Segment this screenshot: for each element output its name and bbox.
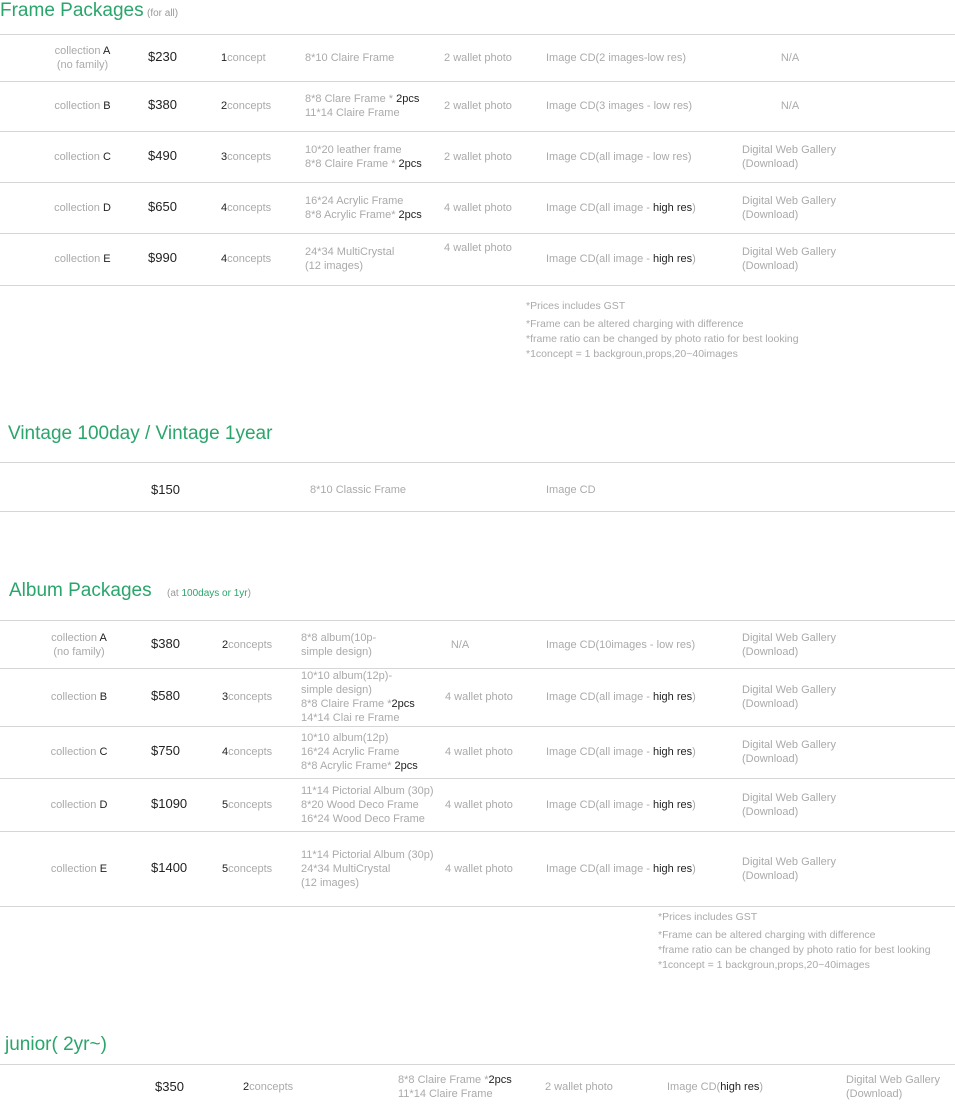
frame-line-text: 16*24 Wood Deco Frame [301, 812, 425, 825]
vintage-price: $150 [151, 482, 180, 497]
concept-count: 2 [221, 100, 228, 112]
image-cd [546, 638, 695, 652]
wallet-photo: 2 wallet photo [444, 100, 512, 112]
cd-text: Image CD(2 images-low res) [546, 52, 686, 64]
frame-line-text: 8*8 Claire Frame * [398, 1074, 489, 1086]
note-concept: *1concept = 1 backgroun,props,20~40images [526, 348, 738, 360]
frame-line [301, 669, 415, 683]
divider [0, 778, 955, 779]
collection-label [40, 44, 125, 72]
web-gallery [742, 194, 836, 222]
frame-line [301, 876, 433, 890]
concept-count: 2 [243, 1081, 250, 1093]
frame-line-text: 11*14 Claire Frame [398, 1088, 493, 1100]
package-price: $1090 [151, 795, 188, 811]
collection-letter: E [103, 253, 111, 265]
cd-high-res: high res [652, 746, 693, 758]
cd-text: Image CD(all image - [546, 691, 653, 703]
frame-line [305, 208, 422, 222]
frame-line-text: 24*34 MultiCrystal [305, 246, 395, 258]
frame-line-text: 10*10 album(12p)- [301, 670, 393, 682]
collection-label [40, 862, 118, 876]
collection-name [40, 150, 125, 164]
gallery-label: Digital Web Gallery [742, 791, 836, 804]
wallet-photo: 4 wallet photo [445, 798, 513, 811]
cd-text: Image CD(all image - low res) [546, 150, 692, 163]
divider [0, 1064, 955, 1065]
frame-line-text: (12 images) [301, 876, 360, 889]
wallet-photo: 4 wallet photo [445, 691, 513, 703]
collection-name [40, 631, 118, 645]
gallery-label: Digital Web Gallery [742, 631, 836, 644]
collection-letter: D [102, 201, 111, 214]
gallery-download: (Download) [742, 208, 799, 221]
divider [0, 906, 955, 907]
package-price: $490 [148, 147, 177, 163]
note-gst: *Prices includes GST [658, 911, 758, 923]
web-gallery [742, 855, 836, 883]
gallery-download: (Download) [742, 869, 799, 882]
package-frames [301, 784, 433, 826]
cd-high-res: high res [652, 862, 693, 875]
junior-concepts [243, 1080, 293, 1094]
concept-count: 5 [222, 798, 229, 811]
frame-line [301, 848, 433, 862]
frame-line-text: (12 images) [305, 260, 364, 272]
package-concepts [222, 690, 272, 704]
gallery-download: (Download) [846, 1088, 903, 1100]
gallery-label: Digital Web Gallery [742, 739, 836, 751]
junior-frame [398, 1073, 512, 1101]
cd-high-res: high res [720, 1081, 760, 1093]
concept-word: concepts [227, 253, 272, 265]
cd-text: Image CD(10images - low res) [546, 638, 696, 651]
collection-word: collection [54, 45, 101, 57]
concept-word: concepts [228, 746, 273, 758]
collection-label [40, 798, 118, 812]
frame-line [305, 51, 394, 65]
collection-label [40, 201, 125, 215]
frame-line-text: 11*14 Claire Frame [305, 107, 400, 119]
collection-word: collection [54, 201, 100, 214]
web-gallery [742, 245, 836, 273]
package-price: $380 [148, 97, 177, 112]
cd-text: Image CD(all image - [546, 253, 653, 265]
frame-line-text: 8*8 Acrylic Frame* [305, 208, 399, 221]
vintage-cd: Image CD [546, 484, 596, 496]
gallery-download: (Download) [742, 260, 799, 272]
cd-high-res: high res [652, 201, 693, 214]
concept-word: concepts [249, 1081, 294, 1093]
frame-line-qty: 2pcs [396, 93, 420, 105]
collection-label [40, 252, 125, 266]
image-cd [546, 201, 696, 215]
collection-word: collection [51, 631, 98, 644]
concept-count: 1 [221, 52, 228, 64]
collection-label [40, 690, 118, 704]
collection-name [40, 690, 118, 704]
divider [0, 462, 955, 463]
subtitle-close: ) [247, 588, 251, 599]
cd-text-end: ) [692, 691, 696, 703]
image-cd [546, 862, 696, 876]
image-cd [546, 252, 696, 266]
junior-gallery [846, 1073, 940, 1101]
frame-line [301, 711, 415, 725]
gallery-label: Digital Web Gallery [846, 1074, 940, 1086]
frame-packages-subtitle: (for all) [147, 8, 179, 19]
frame-line [301, 631, 376, 645]
collection-name [40, 862, 118, 876]
concept-word: concepts [228, 691, 273, 703]
collection-label [40, 631, 118, 659]
package-price: $990 [148, 250, 177, 265]
cd-text: Image CD(all image - [546, 862, 653, 875]
concept-word: concept [227, 52, 266, 64]
concept-count: 4 [222, 746, 229, 758]
frame-line-text: 14*14 Clai re Frame [301, 712, 400, 724]
web-gallery [742, 143, 836, 171]
frame-line [305, 92, 419, 106]
concept-count: 3 [221, 150, 228, 163]
wallet-photo: 2 wallet photo [444, 150, 512, 163]
wallet-photo: 4 wallet photo [445, 862, 513, 875]
image-cd [546, 150, 691, 164]
package-frames [305, 143, 422, 171]
cd-text: Image CD(3 images - low res) [546, 100, 693, 112]
frame-line [301, 645, 376, 659]
web-gallery: N/A [780, 52, 800, 64]
frame-line [301, 745, 418, 759]
concept-word: concepts [227, 201, 272, 214]
gallery-label: Digital Web Gallery [742, 194, 836, 207]
divider [0, 81, 955, 82]
concept-word: concepts [227, 100, 272, 112]
cd-text: Image CD(all image - [546, 798, 653, 811]
frame-line-text: 10*10 album(12p) [301, 732, 389, 744]
collection-label [40, 745, 118, 759]
divider [0, 668, 955, 669]
frame-line [305, 194, 422, 208]
frame-line-text: 8*20 Wood Deco Frame [301, 798, 419, 811]
frame-line-text: 8*8 Claire Frame * [301, 698, 392, 710]
note-ratio: *frame ratio can be changed by photo ratio for best looking [526, 333, 799, 345]
subtitle-open: (at [167, 588, 182, 599]
web-gallery [742, 631, 836, 659]
cd-high-res: high res [652, 691, 693, 703]
frame-notes [526, 299, 799, 362]
junior-price: $350 [155, 1079, 184, 1094]
cd-high-res: high res [652, 253, 693, 265]
package-frames [305, 51, 394, 65]
note-altered: *Frame can be altered charging with difference [526, 318, 744, 330]
frame-line-text: 16*24 Acrylic Frame [301, 746, 400, 758]
package-concepts [221, 150, 271, 164]
collection-word: collection [50, 691, 97, 703]
divider [0, 831, 955, 832]
note-concept: *1concept = 1 backgroun,props,20~40images [658, 959, 870, 971]
divider [0, 726, 955, 727]
junior-title: junior( 2yr~) [5, 1034, 107, 1055]
collection-word: collection [50, 746, 97, 758]
collection-name [40, 201, 125, 215]
frame-line [305, 245, 394, 259]
package-frames [305, 194, 422, 222]
collection-name [40, 252, 125, 266]
note-gst: *Prices includes GST [526, 300, 626, 312]
concept-word: concepts [228, 862, 273, 875]
collection-name [40, 798, 118, 812]
frame-line-text: 24*34 MultiCrystal [301, 862, 391, 875]
frame-line [305, 143, 422, 157]
frame-line [305, 259, 394, 273]
frame-line-text: 16*24 Acrylic Frame [305, 194, 404, 207]
cd-text-end: ) [692, 798, 696, 811]
web-gallery: N/A [780, 100, 800, 112]
image-cd [546, 690, 696, 704]
album-packages-title: Album Packages [9, 580, 152, 601]
package-price: $580 [151, 688, 180, 703]
collection-letter: E [99, 862, 108, 875]
gallery-download: (Download) [742, 645, 799, 658]
package-price: $230 [148, 49, 177, 64]
collection-letter: C [102, 150, 111, 163]
frame-line [398, 1073, 512, 1087]
cd-text-end: ) [692, 746, 696, 758]
divider [0, 131, 955, 132]
note-ratio: *frame ratio can be changed by photo ratio for best looking [658, 944, 931, 956]
divider [0, 511, 955, 512]
frame-line-text: 8*8 album(10p- [301, 631, 377, 644]
collection-word: collection [54, 100, 101, 112]
wallet-photo: N/A [450, 638, 470, 651]
wallet-photo: 4 wallet photo [444, 201, 512, 214]
package-price: $380 [151, 635, 180, 651]
frame-line [301, 784, 433, 798]
cd-text: Image CD(all image - [546, 201, 653, 214]
package-price: $1400 [151, 859, 188, 875]
package-frames [301, 731, 418, 773]
package-frames [305, 245, 394, 273]
concept-count: 4 [221, 253, 228, 265]
web-gallery [742, 683, 836, 711]
collection-letter: A [102, 45, 111, 57]
frame-line [398, 1087, 512, 1101]
package-concepts [221, 51, 266, 65]
cd-high-res: high res [652, 798, 693, 811]
collection-letter: A [99, 631, 107, 644]
wallet-photo: 4 wallet photo [444, 242, 512, 254]
frame-line-qty: 2pcs [398, 157, 422, 170]
package-frames [301, 669, 415, 725]
subtitle-ages: 100days or 1yr [181, 588, 248, 599]
gallery-download: (Download) [742, 805, 799, 818]
collection-name [40, 44, 125, 58]
wallet-photo: 4 wallet photo [445, 746, 513, 758]
cd-text: Image CD( [667, 1081, 721, 1093]
gallery-download: (Download) [742, 753, 799, 765]
collection-label [40, 99, 125, 113]
frame-line-text: 8*8 Acrylic Frame* [301, 760, 395, 772]
frame-line [301, 862, 433, 876]
concept-count: 5 [222, 862, 229, 875]
frame-line-text: 10*20 leather frame [305, 143, 402, 156]
package-concepts [221, 252, 271, 266]
junior-cd [667, 1080, 763, 1094]
wallet-photo: 2 wallet photo [444, 52, 512, 64]
collection-label [40, 150, 125, 164]
package-concepts [222, 862, 272, 876]
album-packages-subtitle [167, 588, 251, 599]
frame-line [305, 106, 419, 120]
gallery-label: Digital Web Gallery [742, 684, 836, 696]
cd-text-end: ) [759, 1081, 763, 1093]
collection-note: (no family) [56, 59, 109, 71]
cd-text: Image CD(all image - [546, 746, 653, 758]
frame-line [301, 812, 433, 826]
divider [0, 620, 955, 621]
package-price: $650 [148, 198, 177, 214]
cd-text-end: ) [692, 253, 696, 265]
package-concepts [222, 745, 272, 759]
concept-word: concepts [227, 150, 272, 163]
frame-line-text: 11*14 Pictorial Album (30p) [301, 848, 434, 861]
divider [0, 182, 955, 183]
note-altered: *Frame can be altered charging with difference [658, 929, 876, 941]
package-concepts [221, 99, 271, 113]
frame-line-text: 8*10 Claire Frame [305, 52, 395, 64]
cd-text-end: ) [692, 201, 696, 214]
collection-word: collection [54, 150, 100, 163]
image-cd [546, 99, 692, 113]
frame-line-text: 8*8 Claire Frame * [305, 157, 399, 170]
concept-count: 3 [222, 691, 229, 703]
divider [0, 285, 955, 286]
frame-line [301, 731, 418, 745]
collection-letter: C [99, 746, 108, 758]
frame-packages-title: Frame Packages [0, 0, 144, 21]
frame-line [301, 798, 433, 812]
cd-text-end: ) [692, 862, 696, 875]
vintage-title: Vintage 100day / Vintage 1year [8, 423, 273, 444]
gallery-label: Digital Web Gallery [742, 143, 836, 156]
collection-name [40, 745, 118, 759]
vintage-frame: 8*10 Classic Frame [310, 484, 406, 496]
web-gallery [742, 791, 836, 819]
gallery-label: Digital Web Gallery [742, 246, 836, 258]
frame-line-text: simple design) [301, 684, 372, 696]
frame-line [301, 683, 415, 697]
image-cd [546, 745, 696, 759]
package-frames [301, 848, 433, 890]
frame-line-qty: 2pcs [488, 1074, 512, 1086]
image-cd [546, 798, 696, 812]
frame-line-qty: 2pcs [391, 698, 415, 710]
frame-line-text: simple design) [301, 645, 372, 658]
package-frames [305, 92, 419, 120]
concept-word: concepts [228, 798, 273, 811]
image-cd [546, 51, 686, 65]
junior-wallet: 2 wallet photo [545, 1081, 613, 1093]
divider [0, 34, 955, 35]
album-notes [658, 910, 931, 973]
package-concepts [222, 638, 272, 652]
package-frames [301, 631, 376, 659]
frame-line-qty: 2pcs [394, 760, 418, 772]
divider [0, 233, 955, 234]
frame-line [301, 697, 415, 711]
package-price: $750 [151, 743, 180, 758]
frame-line-text: 11*14 Pictorial Album (30p) [301, 784, 434, 797]
concept-count: 2 [222, 638, 229, 651]
gallery-download: (Download) [742, 698, 799, 710]
collection-word: collection [50, 862, 97, 875]
collection-word: collection [54, 253, 101, 265]
collection-letter: B [99, 691, 108, 703]
collection-name [40, 99, 125, 113]
package-concepts [221, 201, 271, 215]
collection-word: collection [50, 798, 97, 811]
collection-letter: B [103, 100, 111, 112]
concept-count: 4 [221, 201, 228, 214]
collection-note: (no family) [53, 645, 105, 658]
concept-word: concepts [228, 638, 273, 651]
frame-line [301, 759, 418, 773]
gallery-download: (Download) [742, 157, 799, 170]
frame-line [305, 157, 422, 171]
web-gallery [742, 738, 836, 766]
frame-line-text: 8*8 Clare Frame * [305, 93, 397, 105]
gallery-label: Digital Web Gallery [742, 855, 836, 868]
collection-letter: D [99, 798, 108, 811]
frame-line-qty: 2pcs [398, 208, 422, 221]
package-concepts [222, 798, 272, 812]
